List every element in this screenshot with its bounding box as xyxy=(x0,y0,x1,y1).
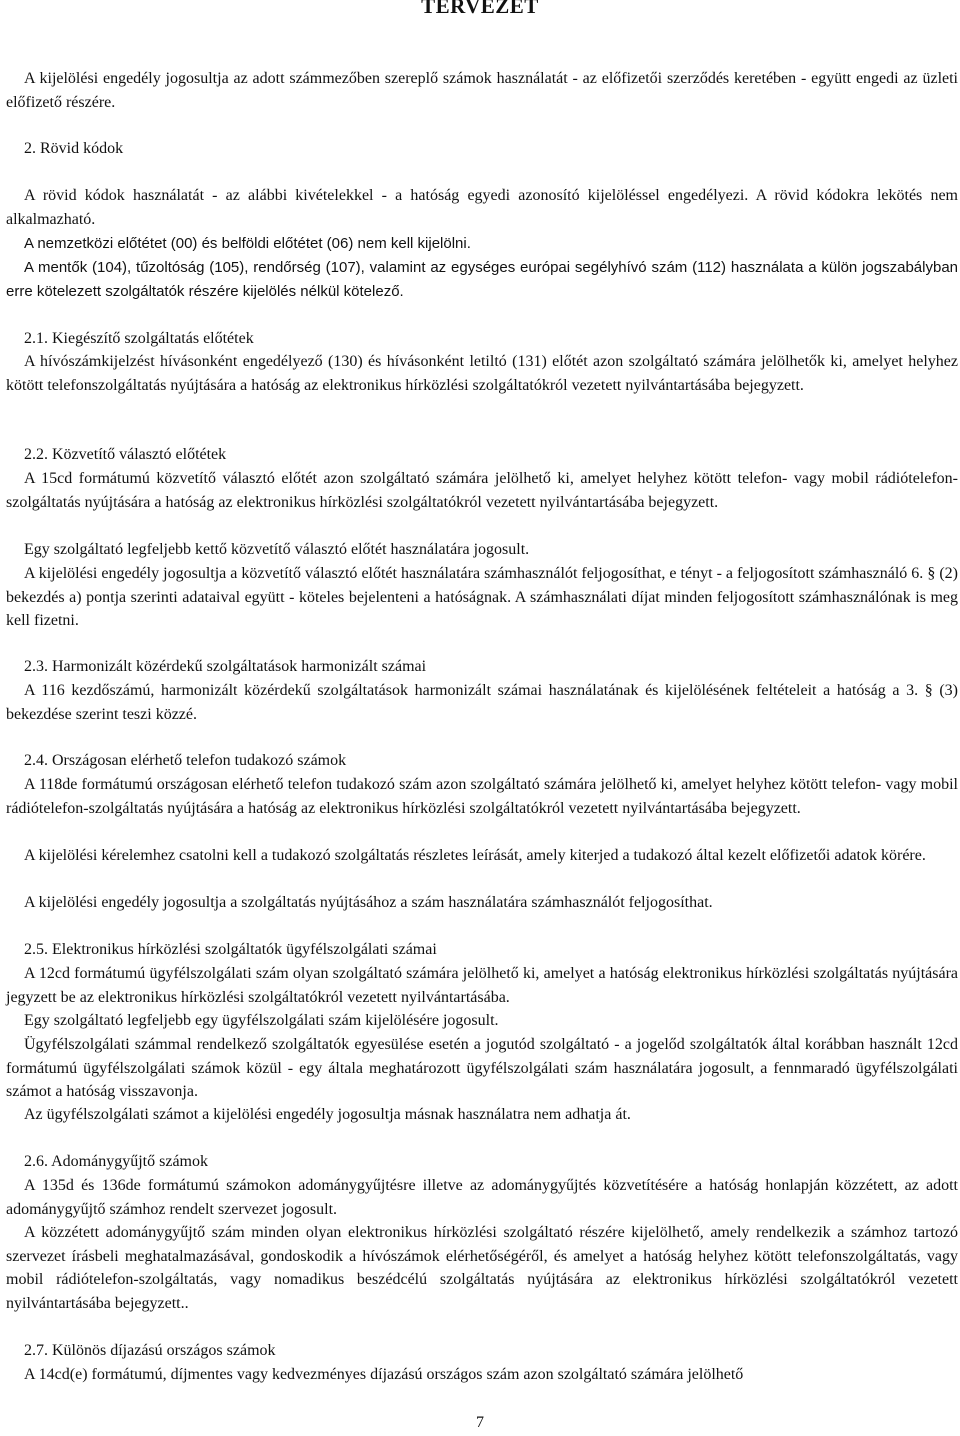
paragraph-2-2a: A 15cd formátumú közvetítő választó előtét azon szolgáltató számára jelölhető ki, amelyet helyhez kötött telefon- vagy mobil rádiótelefon-szolgáltatás nyújtására a hatóság az elektronikus hírközlési szolgáltatókról vezetett nyilvántartásába bejegyzett. xyxy=(6,470,958,511)
paragraph-2-5d: Az ügyfélszolgálati számot a kijelölési engedély jogosultja másnak használatra nem adhatja át. xyxy=(24,1106,631,1123)
paragraph-2-7: A 14cd(e) formátumú, díjmentes vagy kedvezményes díjazású országos szám azon szolgáltató számára jelölhető xyxy=(24,1366,744,1383)
section-heading-2: 2. Rövid kódok xyxy=(24,140,124,157)
document-title: TERVEZET xyxy=(421,0,539,18)
paragraph-2-5c: Ügyfélszolgálati számmal rendelkező szolgáltatók egyesülése esetén a jogutód szolgáltató - a jogelőd szolgáltatók által korábban használt 12cd formátumú ügyfélszolgálati számok közül - egy általa meghatározott ügyfélszolgálati szám használatára jogosult, a fennmaradó ügyfélszolgálati számot a hatóság visszavonja. xyxy=(6,1036,958,1100)
intro-paragraph: A kijelölési engedély jogosultja az adott számmezőben szereplő számok használatát - az előfizetői szerződés keretében - együtt engedi az üzleti előfizető részére. xyxy=(6,70,958,111)
paragraph-2c: A mentők (104), tűzoltóság (105), rendőrség (107), valamint az egységes európai segélyhívó szám (112) használata a külön jogszabályban erre kötelezett szolgáltatók részére kijelölés nélkül kötelező. xyxy=(6,259,958,300)
paragraph-2-4a: A 118de formátumú országosan elérhető telefon tudakozó szám azon szolgáltató számára jelölhető ki, amelyet helyhez kötött telefon- vagy mobil rádiótelefon-szolgáltatás nyújtására a hatóság az elektronikus hírközlési szolgáltatókról vezetett nyilvántartásába bejegyzett. xyxy=(6,776,958,817)
paragraph-2-6a: A 135d és 136de formátumú számokon adománygyűjtésre illetve az adománygyűjtés közvetítésére a hatóság honlapján közzétett, az adott adománygyűjtő számhoz rendelt szervezet jogosult. xyxy=(6,1177,958,1218)
section-heading-2-5: 2.5. Elektronikus hírközlési szolgáltatók ügyfélszolgálati számai xyxy=(24,941,437,958)
paragraph-2a: A rövid kódok használatát - az alábbi kivételekkel - a hatóság egyedi azonosító kijelöléssel engedélyezi. A rövid kódokra lekötés nem alkalmazható. xyxy=(6,187,958,228)
paragraph-2-4b: A kijelölési kérelemhez csatolni kell a tudakozó szolgáltatás részletes leírását, amely kiterjed a tudakozó által kezelt előfizetői adatok körére. xyxy=(24,847,926,864)
section-heading-2-6: 2.6. Adománygyűjtő számok xyxy=(24,1153,208,1170)
paragraph-2-3: A 116 kezdőszámú, harmonizált közérdekű szolgáltatások harmonizált számai használatának és kijelölésének feltételeit a hatóság a 3. § (3) bekezdése szerint teszi közzé. xyxy=(6,682,958,723)
page-number: 7 xyxy=(476,1414,484,1431)
paragraph-2-5a: A 12cd formátumú ügyfélszolgálati szám olyan szolgáltató számára jelölhető ki, amelyet a hatóság elektronikus hírközlési szolgáltatás nyújtására jegyzett be az elektronikus hírközlési szolgáltatókról vezetett nyilvántartásába. xyxy=(6,965,958,1006)
section-heading-2-4: 2.4. Országosan elérhető telefon tudakozó számok xyxy=(24,752,347,769)
paragraph-2-2b: Egy szolgáltató legfeljebb kettő közvetítő választó előtét használatára jogosult. xyxy=(24,541,530,558)
section-heading-2-2: 2.2. Közvetítő választó előtétek xyxy=(24,446,227,463)
paragraph-2-2c: A kijelölési engedély jogosultja a közvetítő választó előtét használatára számhasználót feljogosíthat, e tényt - a feljogosított számhasználó 6. § (2) bekezdés a) pontja szerinti adataival együtt - köteles bejelenteni a hatóságnak. A számhasználati díjat minden feljogosított számhasználónak is meg kell fizetni. xyxy=(6,565,958,629)
section-heading-2-7: 2.7. Különös díjazású országos számok xyxy=(24,1342,276,1359)
paragraph-2-1: A hívószámkijelzést hívásonként engedélyező (130) és hívásonként letiltó (131) előtét azon szolgáltató számára jelölhetők ki, amelyet helyhez kötött telefonszolgáltatás nyújtására a hatóság az elektronikus hírközlési szolgáltatókról vezetett nyilvántartásába bejegyzett. xyxy=(6,353,958,394)
section-heading-2-1: 2.1. Kiegészítő szolgáltatás előtétek xyxy=(24,330,254,347)
section-heading-2-3: 2.3. Harmonizált közérdekű szolgáltatások harmonizált számai xyxy=(24,658,427,675)
paragraph-2-4c: A kijelölési engedély jogosultja a szolgáltatás nyújtásához a szám használatára számhasználót feljogosíthat. xyxy=(24,894,713,911)
paragraph-2-6b: A közzétett adománygyűjtő szám minden olyan elektronikus hírközlési szolgáltató részére kijelölhető, amely rendelkezik a számhoz tartozó szervezet írásbeli meghatalmazásával, gondoskodik a hívószámok elérhetőségéről, és amelyet a hatóság helyhez kötött telefonszolgáltatás, vagy mobil rádiótelefon-szolgáltatás, vagy nomadikus beszédcélú szolgáltatás nyújtására az elektronikus hírközlési szolgáltatókról vezetett nyilvántartásába bejegyzett.. xyxy=(6,1224,958,1312)
paragraph-2-5b: Egy szolgáltató legfeljebb egy ügyfélszolgálati szám kijelölésére jogosult. xyxy=(24,1012,499,1029)
paragraph-2b: A nemzetközi előtétet (00) és belföldi előtétet (06) nem kell kijelölni. xyxy=(24,235,471,252)
